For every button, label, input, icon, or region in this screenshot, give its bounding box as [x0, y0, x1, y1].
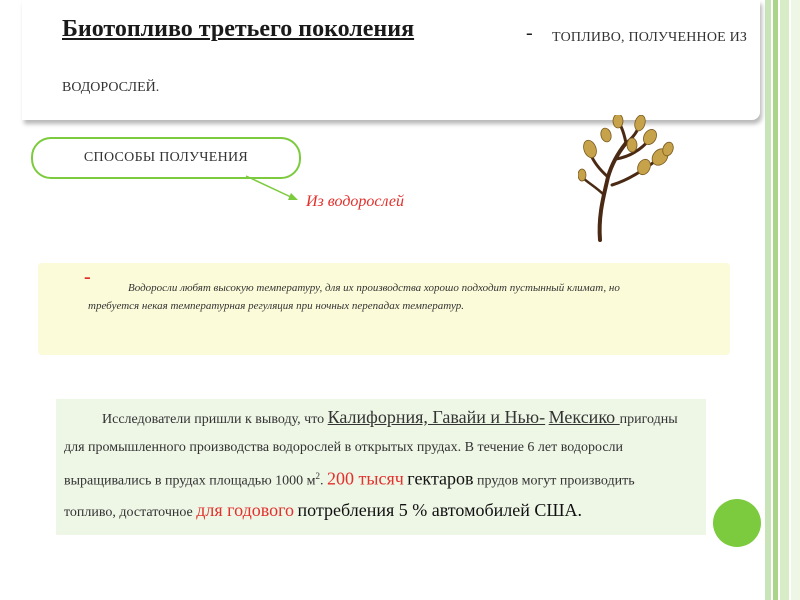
slide-title: Биотопливо третьего поколения — [62, 16, 415, 42]
states-line1: Калифорния, Гавайи и Нью- — [327, 407, 546, 427]
research-part2: прудов могут производить топливо, достаточное — [64, 473, 635, 520]
hectares-figure: 200 тысяч — [327, 468, 404, 489]
research-part1: пригодны для промышленного производства водорослей в открытых прудах. В течение 6 лет водоросли выращивались в прудах площадью 1000 м — [64, 412, 678, 489]
unit-sup: 2 — [315, 471, 321, 481]
seaweed-icon — [578, 115, 680, 243]
bullet-dash: - — [84, 266, 91, 288]
methods-pill-label: СПОСОБЫ ПОЛУЧЕНИЯ — [83, 150, 249, 165]
climate-text: Водоросли любят высокую температуру, для их производства хорошо подходит пустынный климат, но требуется некая температурная регуляция при ночных перепадах температур. — [88, 282, 620, 312]
title-definition-line1: ТОПЛИВО, ПОЛУЧЕННОЕ ИЗ — [552, 30, 748, 45]
research-intro: Исследователи пришли к выводу, что — [102, 412, 328, 427]
states-line2: Мексико — [548, 407, 620, 427]
title-definition-line2: ВОДОРОСЛЕЙ. — [62, 80, 160, 95]
research-part1-end: . — [320, 473, 328, 489]
research-paragraph — [64, 403, 688, 527]
consumption-phrase: для годового — [196, 499, 295, 520]
algae-source-label: Из водорослей — [306, 193, 404, 210]
climate-paragraph — [88, 279, 623, 315]
title-dash: - — [526, 22, 533, 44]
consumption-tail: потребления 5 % автомобилей США. — [297, 499, 583, 520]
hectares-unit: гектаров — [407, 468, 474, 489]
